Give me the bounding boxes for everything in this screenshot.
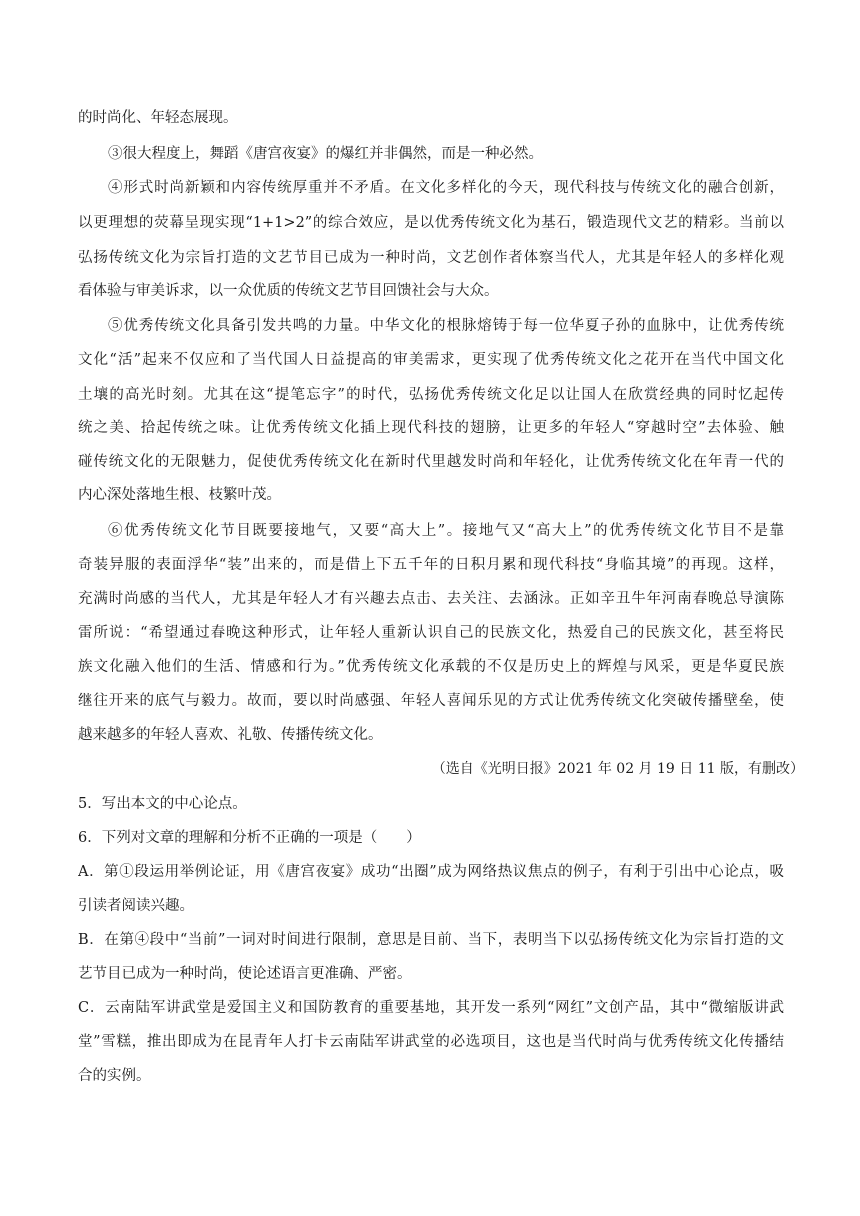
paragraph-6-line: 继往开来的底气与毅力。故而，要以时尚感强、年轻人喜闻乐见的方式让优秀传统文化突破传播壁垒，使 [78, 693, 784, 709]
question-5: 5．写出本文的中心论点。 [78, 796, 247, 812]
paragraph-4-line: 看体验与审美诉求，以一众优质的传统文艺节目回馈社会与大众。 [78, 283, 499, 299]
paragraph-5-line: 土壤的高光时刻。尤其在这“提笔忘字”的时代，弘扬优秀传统文化足以让国人在欣赏经典的同时忆起传 [78, 387, 784, 403]
paragraph-6-line: 族文化融入他们的生活、情感和行为。”优秀传统文化承载的不仅是历史上的辉煌与风采，更是华夏民族 [78, 659, 784, 675]
paragraph-3: ③很大程度上，舞蹈《唐宫夜宴》的爆红并非偶然，而是一种必然。 [108, 146, 543, 162]
paragraph-6-line: 越来越多的年轻人喜欢、礼敬、传播传统文化。 [78, 727, 383, 743]
paragraph-5-line: 文化“活”起来不仅应和了当代国人日益提高的审美需求，更实现了优秀传统文化之花开在当代中国文化 [78, 352, 784, 368]
paragraph-5-line: 内心深处落地生根、枝繁叶茂。 [78, 487, 281, 503]
option-b-line: 艺节目已成为一种时尚，使论述语言更准确、严密。 [78, 966, 412, 982]
paragraph-6-line: 雷所说：“希望通过春晚这种形式，让年轻人重新认识自己的民族文化，热爱自己的民族文化，甚至将民 [78, 625, 784, 641]
paragraph-6-line: ⑥优秀传统文化节目既要接地气，又要“高大上”。接地气又“高大上”的优秀传统文化节目不是靠 [108, 523, 784, 539]
option-b-line: B．在第④段中“当前”一词对时间进行限制，意思是目前、当下，表明当下以弘扬传统文化为宗旨打造的文 [78, 932, 784, 948]
option-c-line: C．云南陆军讲武堂是爱国主义和国防教育的重要基地，其开发一系列“网红”文创产品，其中“微缩版讲武 [78, 1000, 784, 1016]
option-c-line: 堂”雪糕，推出即成为在昆青年人打卡云南陆军讲武堂的必选项目，这也是当代时尚与优秀传统文化传播结 [78, 1034, 784, 1050]
paragraph-6-line: 奇装异服的表面浮华“装”出来的，而是借上下五千年的日积月累和现代科技“身临其境”的再现。这样， [78, 557, 784, 573]
paragraph-5-line: 碰传统文化的无限魅力，促使优秀传统文化在新时代里越发时尚和年轻化，让优秀传统文化在年青一代的 [78, 454, 784, 470]
paragraph-4-line: 以更理想的荧幕呈现实现“1+1>2”的综合效应，是以优秀传统文化为基石，锻造现代文艺的精彩。当前以 [78, 215, 784, 231]
paragraph-5-line: ⑤优秀传统文化具备引发共鸣的力量。中华文化的根脉熔铸于每一位华夏子孙的血脉中，让优秀传统 [108, 318, 784, 334]
paragraph-1-tail: 的时尚化、年轻态展现。 [78, 110, 238, 126]
option-c-line: 合的实例。 [78, 1068, 151, 1084]
option-a-line: 引读者阅读兴趣。 [78, 898, 194, 914]
option-a-line: A．第①段运用举例论证，用《唐宫夜宴》成功“出圈”成为网络热议焦点的例子，有利于引出中心论点，吸 [78, 864, 784, 880]
source-citation: （选自《光明日报》2021 年 02 月 19 日 11 版，有删改） [431, 761, 804, 777]
paragraph-4-line: ④形式时尚新颖和内容传统厚重并不矛盾。在文化多样化的今天，现代科技与传统文化的融合创新， [108, 180, 784, 196]
paragraph-5-line: 统之美、拾起传统之味。让优秀传统文化插上现代科技的翅膀，让更多的年轻人“穿越时空”去体验、触 [78, 420, 784, 436]
question-6: 6．下列对文章的理解和分析不正确的一项是（ ） [78, 830, 421, 846]
paragraph-4-line: 弘扬传统文化为宗旨打造的文艺节目已成为一种时尚，文艺创作者体察当代人，尤其是年轻人的多样化观 [78, 250, 784, 266]
paragraph-6-line: 充满时尚感的当代人，尤其是年轻人才有兴趣去点击、去关注、去涵泳。正如辛丑牛年河南春晚总导演陈 [78, 591, 784, 607]
